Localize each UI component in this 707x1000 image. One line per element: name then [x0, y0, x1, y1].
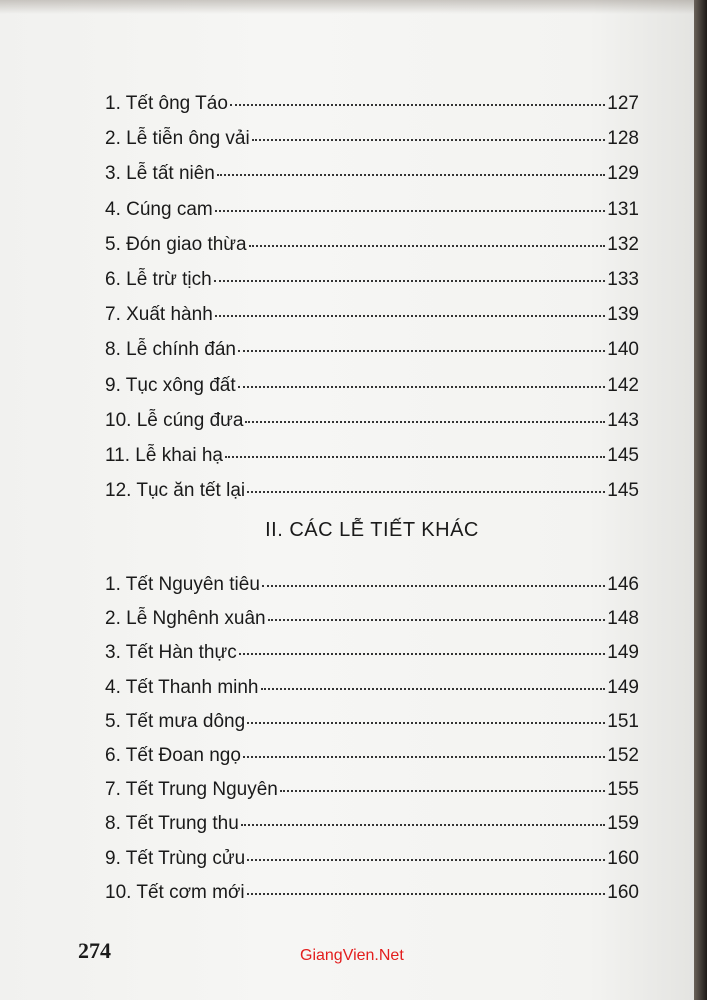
toc-entry	[105, 568, 639, 602]
toc-entry-page: 127	[607, 93, 639, 114]
toc-entry-page: 128	[607, 128, 639, 150]
toc-entry-page: 155	[607, 779, 639, 801]
toc-entry-title: 6. Tết Đoan ngọ	[105, 744, 241, 766]
toc-entry-page: 149	[607, 676, 639, 698]
toc-entry	[105, 297, 639, 332]
toc-entry	[105, 773, 639, 807]
toc-entry-page: 143	[607, 409, 639, 431]
toc-entry-page: 131	[607, 198, 639, 220]
toc-entry	[105, 705, 639, 739]
toc-entry-title: 5. Đón giao thừa	[105, 233, 247, 255]
toc-entry-page: 146	[607, 574, 639, 595]
toc-entry	[105, 403, 639, 438]
toc-section-1	[105, 86, 639, 508]
toc-entry-title: 4. Tết Thanh minh	[105, 676, 259, 698]
toc-entry-title: 3. Tết Hàn thực	[105, 642, 237, 664]
toc-entry-page: 160	[607, 881, 639, 903]
dot-leader	[247, 859, 605, 861]
toc-entry-title: 4. Cúng cam	[105, 198, 213, 220]
toc-entry	[105, 332, 639, 367]
watermark: GiangVien.Net	[300, 947, 404, 964]
dot-leader	[280, 790, 605, 792]
toc-section-2	[105, 568, 639, 910]
toc-entry-title: 3. Lễ tất niên	[105, 163, 215, 185]
toc-entry-page: 129	[607, 163, 639, 185]
toc-entry-title: 7. Xuất hành	[105, 304, 213, 326]
dot-leader	[247, 893, 606, 895]
dot-leader	[230, 104, 605, 106]
dot-leader	[238, 386, 606, 388]
dot-leader	[243, 756, 605, 758]
toc-entry-page: 133	[607, 268, 639, 290]
toc-entry	[105, 121, 639, 156]
toc-entry-title: 10. Tết cơm mới	[105, 881, 245, 903]
toc-entry	[105, 368, 639, 403]
dot-leader	[214, 280, 606, 282]
toc-entry-page: 145	[607, 480, 639, 502]
toc-entry-title: 9. Tục xông đất	[105, 374, 236, 396]
dot-leader	[252, 139, 606, 141]
toc-entry-title: 9. Tết Trùng cửu	[105, 847, 246, 869]
toc-entry-title: 2. Lễ Nghênh xuân	[105, 608, 266, 630]
toc-entry-page: 142	[607, 374, 639, 396]
dot-leader	[215, 315, 606, 317]
toc-entry	[105, 262, 639, 297]
toc-entry-page: 159	[607, 813, 639, 835]
toc-entry	[105, 438, 639, 473]
toc-entry	[105, 86, 639, 121]
toc-entry	[105, 227, 639, 262]
toc-entry-page: 148	[607, 608, 639, 630]
toc-entry-page: 160	[607, 847, 639, 869]
top-shadow	[0, 0, 694, 14]
dot-leader	[262, 585, 605, 587]
toc-entry-title: 2. Lễ tiễn ông vải	[105, 128, 250, 150]
toc-entry	[105, 876, 639, 910]
toc-entry-page: 139	[607, 304, 639, 326]
toc-entry-title: 8. Lễ chính đán	[105, 339, 236, 361]
dot-leader	[238, 350, 605, 352]
toc-entry-page: 140	[607, 339, 639, 361]
toc-entry	[105, 636, 639, 670]
toc-entry-title: 8. Tết Trung thu	[105, 813, 239, 835]
dot-leader	[217, 174, 605, 176]
toc-entry	[105, 807, 639, 841]
toc-entry-page: 151	[607, 710, 639, 732]
toc-entry	[105, 842, 639, 876]
dot-leader	[249, 245, 606, 247]
dot-leader	[225, 456, 605, 458]
toc-entry	[105, 156, 639, 191]
toc-entry-title: 7. Tết Trung Nguyên	[105, 779, 278, 801]
toc-entry-title: 11. Lễ khai hạ	[105, 444, 223, 466]
dot-leader	[268, 619, 606, 621]
dot-leader	[261, 688, 606, 690]
toc-entry-page: 145	[607, 444, 639, 466]
dot-leader	[247, 491, 605, 493]
dot-leader	[239, 653, 606, 655]
toc-entry	[105, 473, 639, 508]
page-edge-shadow	[694, 0, 707, 1000]
dot-leader	[245, 421, 605, 423]
toc-entry-title: 1. Tết Nguyên tiêu	[105, 574, 260, 595]
toc-entry-title: 12. Tục ăn tết lại	[105, 480, 246, 502]
toc-entry-title: 10. Lễ cúng đưa	[105, 409, 244, 431]
toc-entry	[105, 671, 639, 705]
section-heading: II. CÁC LỄ TIẾT KHÁC	[265, 519, 479, 541]
toc-entry	[105, 602, 639, 636]
toc-entry	[105, 739, 639, 773]
page-number: 274	[78, 938, 111, 963]
dot-leader	[247, 722, 605, 724]
dot-leader	[215, 210, 606, 212]
toc-entry-title: 5. Tết mưa dông	[105, 710, 246, 732]
toc-entry-title: 1. Tết ông Táo	[105, 93, 228, 114]
toc-entry-page: 149	[607, 642, 639, 664]
dot-leader	[241, 824, 606, 826]
toc-entry-title: 6. Lễ trừ tịch	[105, 268, 212, 290]
toc-entry-page: 152	[607, 744, 639, 766]
toc-entry-page: 132	[607, 233, 639, 255]
toc-entry	[105, 192, 639, 227]
